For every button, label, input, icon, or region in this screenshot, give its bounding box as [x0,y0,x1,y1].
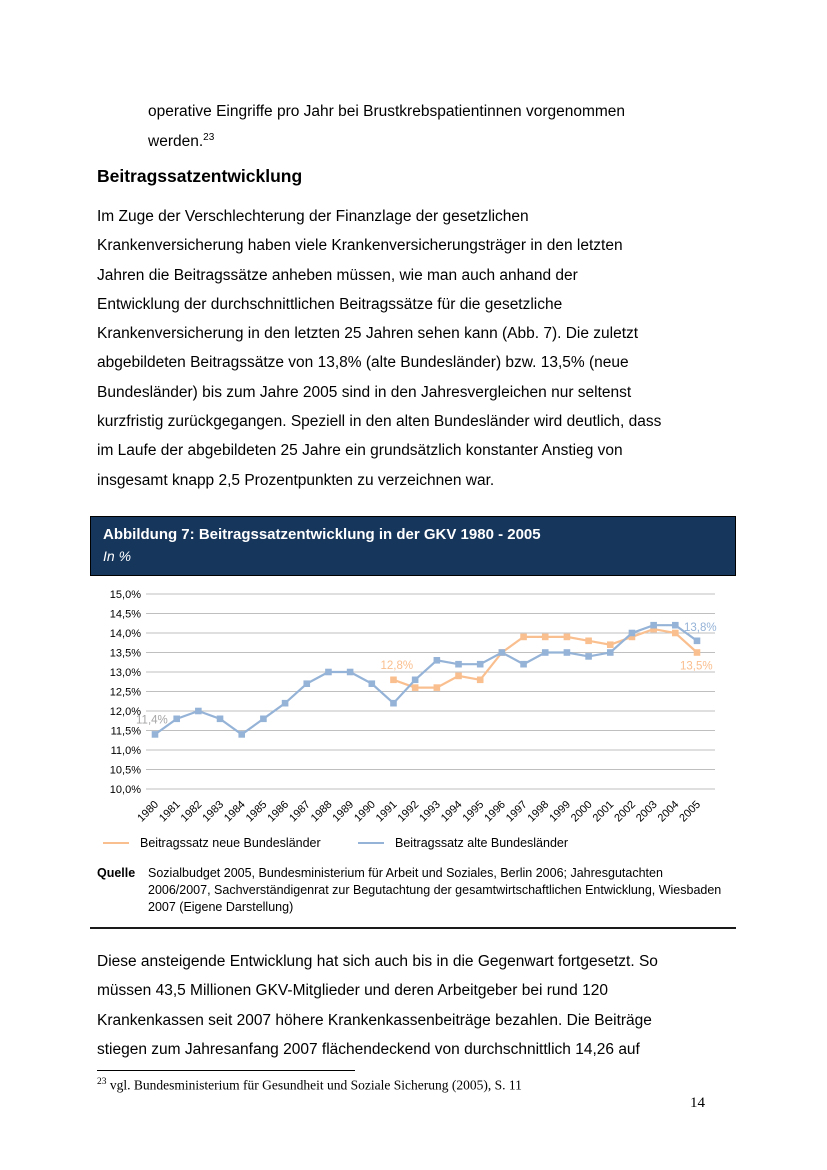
figure-title: Abbildung 7: Beitragssatzentwicklung in der GKV 1980 - 2005 [103,526,541,543]
chart-legend [103,835,736,851]
svg-text:11,0%: 11,0% [110,745,141,757]
quote-block [148,97,708,156]
svg-text:15,0%: 15,0% [109,589,141,601]
svg-text:13,5%: 13,5% [680,660,713,673]
paragraph-line: Jahren die Beitragssätze anheben müssen, wie man auch anhand der [97,266,578,284]
svg-text:2005: 2005 [677,798,704,825]
svg-text:1984: 1984 [222,798,248,825]
figure-abbildung-7 [90,516,736,929]
svg-text:1981: 1981 [157,798,183,825]
svg-text:1983: 1983 [200,798,227,825]
paragraph-2 [97,947,737,1064]
svg-text:1990: 1990 [352,798,378,825]
section-heading: Beitragssatzentwicklung [97,166,303,186]
svg-text:1980: 1980 [135,798,162,825]
figure-header [90,516,736,576]
svg-text:2003: 2003 [633,798,660,825]
source-text: Sozialbudget 2005, Bundesministerium für Arbeit und Soziales, Berlin 2006; Jahresgutachten 2006/2007, Sachverständigenrat zur Begutachtung der gesamtwirtschaftlichen Entwicklung, Wiesbaden 2007 (Eigene Darstellung) [148,866,722,914]
svg-text:2001: 2001 [590,798,617,825]
svg-text:11,5%: 11,5% [110,725,141,738]
svg-text:10,0%: 10,0% [109,784,141,796]
footnote-number: 23 [97,1077,107,1087]
svg-text:1995: 1995 [460,798,487,825]
paragraph-line: Krankenkassen seit 2007 höhere Krankenkassenbeiträge bezahlen. Die Beiträge [97,1011,652,1029]
svg-text:1997: 1997 [503,798,530,825]
svg-text:1999: 1999 [547,798,574,825]
svg-text:1987: 1987 [287,798,313,825]
svg-text:13,8%: 13,8% [684,621,717,634]
quote-line-1: operative Eingriffe pro Jahr bei Brustkrebspatientinnen vorgenommen [148,103,626,120]
svg-text:2002: 2002 [612,798,639,825]
footnote-separator [97,1070,355,1071]
svg-text:11,4%: 11,4% [136,714,168,727]
svg-text:10,5%: 10,5% [109,764,141,777]
svg-text:13,5%: 13,5% [109,647,141,660]
footnote-reference: 23 [203,131,215,143]
contribution-rate-chart [90,581,736,831]
svg-text:12,0%: 12,0% [109,706,141,718]
page-number: 14 [690,1095,705,1111]
svg-text:1985: 1985 [243,798,270,825]
svg-text:2000: 2000 [568,798,595,825]
quote-line-2: werden.$^{23}$ [148,131,215,150]
legend-swatch-alte [358,842,384,844]
svg-text:14,0%: 14,0% [109,628,141,640]
legend-item-alte-bundeslaender [358,836,568,850]
paragraph-line: Diese ansteigende Entwicklung hat sich auch bis in die Gegenwart fortgesetzt. So [97,953,658,970]
svg-text:2004: 2004 [655,798,682,825]
svg-text:1998: 1998 [525,798,552,825]
paragraph-line: insgesamt knapp 2,5 Prozentpunkten zu verzeichnen war. [97,471,495,489]
paragraph-line: im Laufe der abgebildeten 25 Jahre ein grundsätzlich konstanter Anstieg von [97,442,623,460]
legend-swatch-neue [103,842,129,844]
paragraph-line: kurzfristig zurückgegangen. Speziell in den alten Bundesländer wird deutlich, dass [97,413,662,431]
paragraph-line: müssen 43,5 Millionen GKV-Mitglieder und deren Arbeitgeber bei rund 120 [97,982,608,1000]
paragraph-line: Im Zuge der Verschlechterung der Finanzlage der gesetzlichen [97,208,529,225]
paragraph-line: Krankenversicherung haben viele Krankenversicherungsträger in den letzten [97,237,623,255]
legend-item-neue-bundeslaender [103,836,358,850]
svg-text:12,5%: 12,5% [109,686,141,699]
paragraph-line: Entwicklung der durchschnittlichen Beitragssätze für die gesetzliche [97,295,563,313]
svg-text:12,8%: 12,8% [380,659,414,672]
svg-text:1986: 1986 [265,798,292,825]
svg-text:1992: 1992 [395,798,422,825]
svg-text:1994: 1994 [438,798,465,825]
svg-text:1996: 1996 [482,798,509,825]
footnote [97,1077,522,1094]
svg-text:1989: 1989 [330,798,357,825]
source-label: Quelle [97,866,136,880]
svg-text:1993: 1993 [417,798,443,825]
paragraph-line: Krankenversicherung in den letzten 25 Jahren sehen kann (Abb. 7). Die zuletzt [97,325,639,343]
paragraph-line: abgebildeten Beitragssätze von 13,8% (alte Bundesländer) bzw. 13,5% (neue [97,354,629,372]
paragraph-1 [97,202,737,495]
svg-text:14,5%: 14,5% [109,608,141,621]
legend-label-alte: Beitragssatz alte Bundesländer [395,836,569,850]
svg-text:1982: 1982 [178,798,205,825]
paragraph-line: stiegen zum Jahresanfang 2007 flächendeckend von durchschnittlich 14,26 auf [97,1040,640,1058]
svg-text:1988: 1988 [308,798,335,825]
figure-source [90,865,736,916]
paragraph-line: Bundesländer) bis zum Jahre 2005 sind in den Jahresvergleichen nur seltenst [97,383,632,401]
svg-text:13,0%: 13,0% [109,667,141,679]
footnote-text: vgl. Bundesministerium für Gesundheit und Soziale Sicherung (2005), S. 11 [109,1077,522,1093]
svg-text:1991: 1991 [373,798,400,825]
legend-label-neue: Beitragssatz neue Bundesländer [140,836,321,850]
figure-subtitle: In % [103,548,132,564]
